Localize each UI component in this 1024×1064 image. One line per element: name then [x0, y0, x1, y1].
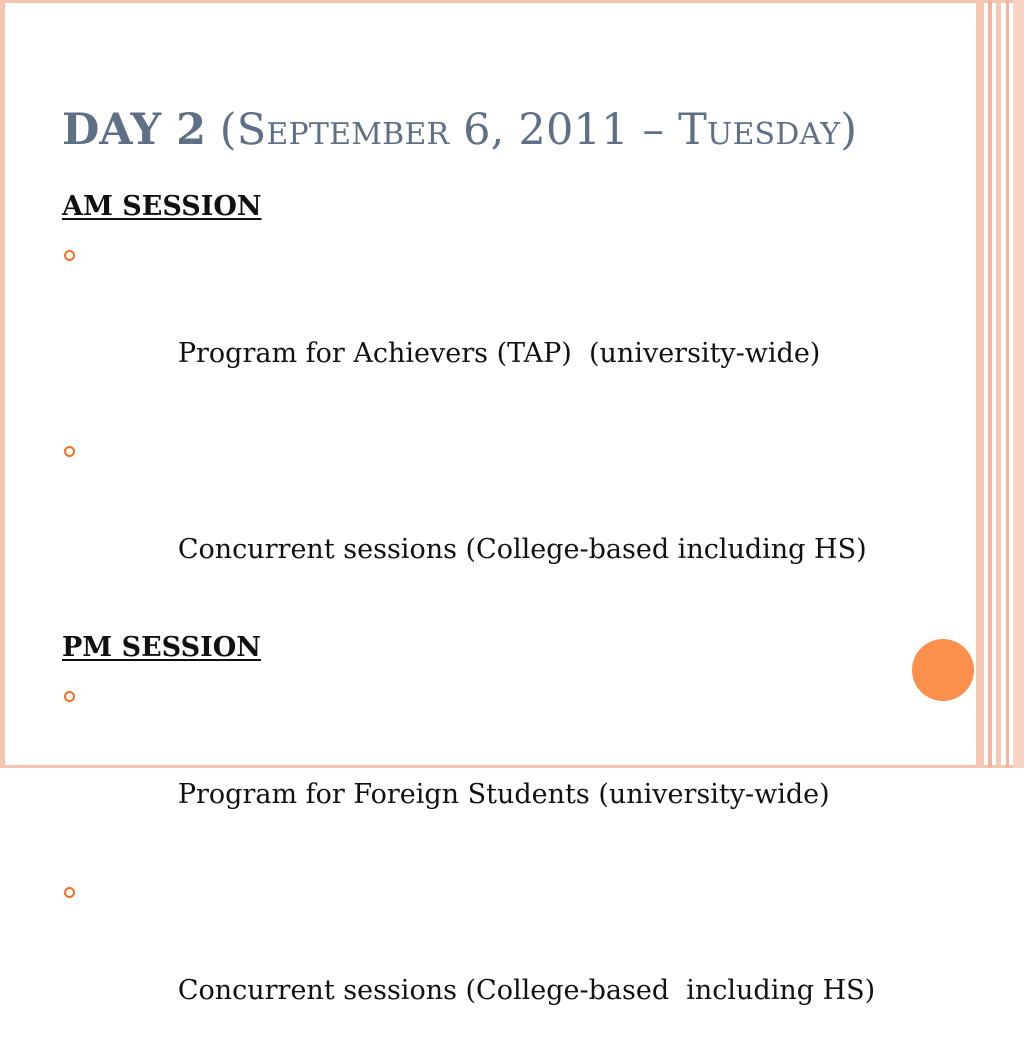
am-session-block: [62, 182, 922, 623]
slide-title-date: (September 6, 2011 – Tuesday): [219, 105, 858, 155]
orange-circle-bullet-icon: [64, 446, 75, 457]
orange-circle-bullet-icon: [64, 250, 75, 261]
decorative-stripe: [988, 0, 992, 768]
am-session-heading: AM SESSION: [62, 191, 262, 222]
am-session-list: [62, 231, 922, 623]
list-item: [62, 868, 922, 1064]
slide-body: [62, 182, 922, 1064]
list-item-text: Concurrent sessions (College-based including HS): [177, 975, 876, 1006]
decorative-stripe: [996, 0, 1001, 768]
list-item: [62, 672, 922, 868]
orange-circle-bullet-icon: [64, 887, 75, 898]
slide-title-day: DAY 2: [62, 105, 207, 155]
orange-circle-bullet-icon: [64, 691, 75, 702]
pm-session-block: [62, 623, 922, 1064]
pm-session-list: [62, 672, 922, 1064]
orange-circle-accent-icon: [912, 639, 974, 701]
list-item-text: Program for Foreign Students (university-wide): [177, 779, 830, 810]
decorative-stripe: [976, 0, 984, 768]
decorative-stripe: [1006, 0, 1009, 768]
slide-left-border: [0, 0, 5, 768]
slide-top-border: [0, 0, 1024, 3]
decorative-stripe: [1013, 0, 1024, 768]
list-item-text: Program for Achievers (TAP) (university-wide): [177, 338, 821, 369]
list-item: [62, 427, 922, 623]
right-decorative-stripes: [976, 0, 1024, 768]
list-item-text: Concurrent sessions (College-based including HS): [177, 534, 867, 565]
slide-title: [62, 104, 942, 156]
pm-session-heading: PM SESSION: [62, 632, 261, 663]
list-item: [62, 231, 922, 427]
